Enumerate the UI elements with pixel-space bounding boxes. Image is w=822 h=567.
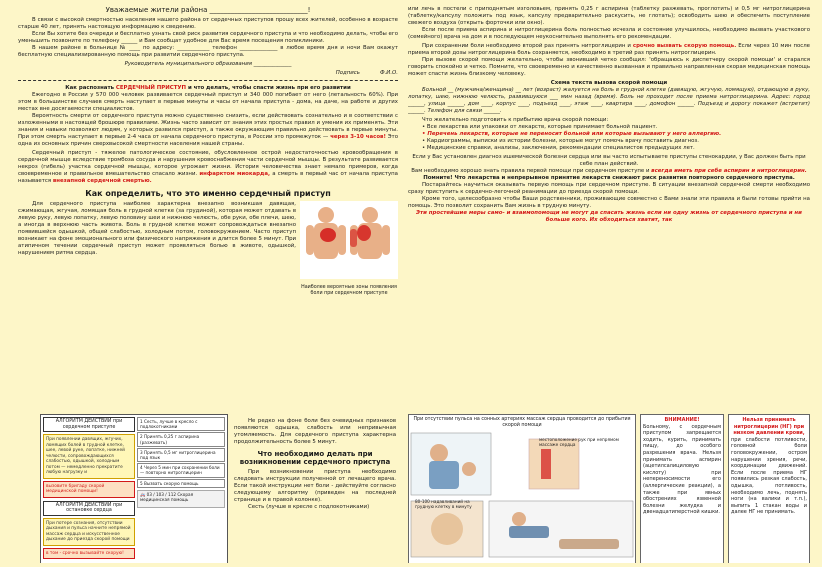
final-warning: Эти простейшие меры само- и взаимопомощи не могут да спасать жизнь если ни одну жизнь от сердечного приступа и ни больше кого. Их обходиться хватит, так: [416, 210, 802, 223]
signature-fio: Ф.И.О.: [379, 70, 398, 76]
why-paragraph-1: Ежегодно в России у 570 000 человек развивается сердечный приступ и 340 000 погибает от него (летальность 60%). При этом в большинстве случаев смерть наступает в первые минуты и часы от начала приступа - дома, на даче, на работе и других местах вне досягаемости специалистов.: [18, 92, 398, 112]
intro-paragraph-1: В связи с высокой смертностью населения нашего района от сердечных приступов прошу всех жителей, особенно в возрасте старше 40 лет, принять настоящую информацию к сведению.: [18, 17, 398, 30]
why-title: Как распознать СЕРДЕЧНЫЙ ПРИСТУП и что делать, чтобы спасти жизнь при его развитии: [65, 85, 351, 91]
right-column: [408, 6, 810, 563]
definition-paragraph: Сердечный приступ - тяжелое патологическое состояние, обусловленное острой недостаточностью кровообращения в сердечной мышце вследствие тромбоза сосуда и нарушения кровоснабжения части сердечной мышцы. В результате развивается некроз (гибель) участка сердечной мышцы, которое угрожает жизни. История человечества знает немало примеров, когда своевременное и правильное вмешательство спасало жизни. инфарктом миокарда, а смерть в первый час от начала приступа называется внезапной сердечной смертью.: [18, 150, 398, 184]
prepare-note: Что желательно подготовить к прибытию врача скорой помощи:: [422, 117, 609, 123]
right-paragraph-3: При сохранении боли необходимо второй раз принять нитроглицерин и срочно вызвать скорую помощь. Если через 10 мин после приема второй дозы нитроглицерина боль сохраняется, необходимо в третий раз принять нитроглицерин.: [408, 43, 810, 56]
prepare-item-3: • Кардиограммы, выписки из истории болезни, которые могут помочь врачу поставить диагноз.: [422, 138, 699, 144]
cpr-caption-hands: местоположение рук при непрямом массаже сердца: [539, 437, 619, 447]
algorithm-heading-2: АЛГОРИТМ ДЕЙСТВИЙ при остановке сердца: [43, 501, 135, 516]
attention-title: ВНИМАНИЕ!: [664, 417, 700, 423]
pain-zones-figure: [300, 201, 398, 301]
algorithm-step-4: 4 Через 5 мин при сохранении боли — повторно нитроглицерин: [137, 463, 225, 477]
algorithm-card: [40, 414, 228, 563]
greeting-heading: Уважаемые жители района ____________________________!: [105, 6, 311, 14]
signature-label: Подпись: [335, 70, 360, 76]
bottom-left-text: [234, 418, 396, 511]
cpr-illustration: [409, 431, 635, 559]
algorithm-section: [18, 414, 398, 563]
remember-note: Помните! Что лекарства и непрерывное принятие лекарств снижают риск развития повторного сердечного приступа.: [423, 175, 795, 181]
ambulance-box: 🚑 03 / 103 / 112 Скорая медицинская помощь: [137, 490, 225, 508]
call-template-text: Больной __ (мужчина/женщина) __ лет (возраст) жалуется на боль в грудной клетке (давящую, жгучую, ломящую), отдающую в руку, лопатку, шею, нижнюю челюсть, развившуюся ___ мин назад (время). Боль не проходит после приема нитроглицерина. Адрес: город ______, улица ______, дом ____, корпус ____, подъезд ____, этаж ____, квартира ____, домофон ______. Подъезд и дорогу покажет (встретит) ______. Телефон для связи ______.: [408, 87, 810, 114]
algorithm-left: [43, 417, 135, 563]
cpr-panel-title: При отсутствии пульса на сонных артериях массаж сердца проводится до прибытия скорой помощи: [413, 417, 631, 428]
heart-attack-label: СЕРДЕЧНЫЙ ПРИСТУП: [115, 85, 187, 91]
right-paragraph-4: При вызове скорой помощи желательно, чтобы звонивший четко сообщил: 'обращаюсь к диспетчеру скорой помощи' и старался говорить спокойно и четко. Помните, что своевременно и качественно вызванная и правильно направленная скорая медицинская помощь может спасти жизнь близкому человеку.: [408, 57, 810, 77]
pain-zones-illustration: [300, 201, 398, 279]
symptoms-block: [18, 201, 398, 301]
prepare-item-1: • Все лекарства или упаковки от лекарств, которые принимает больной пациент.: [422, 124, 658, 130]
intro-paragraph-3: В нашем районе в больнице № ____ по адресу: ____________ телефон ______________ в любое время дня и ночи Вам окажут бесплатную специализированную помощь при развитии сердечного приступа.: [18, 45, 398, 58]
cpr-panel: [408, 414, 636, 563]
right-paragraph-7: Кроме того, целесообразно чтобы Ваши родственники, проживающие совместно с Вами знали эти правила и были готовы прийти на помощь. Это позволит сохранить Вам жизнь в трудную минуту.: [408, 196, 810, 209]
nitro-warning-title: Нельзя принимать нитроглицерин (НГ) при низком давлении крови,: [733, 417, 805, 437]
algorithm-step-1: 1 Сесть, лучше в кресло с подлокотниками: [137, 417, 225, 431]
nitro-warning-text: при слабости потливости, головной боли головокружении, остром нарушении зрения, речи, координации движений. Если после приема НГ появились резкая слабость, одышка, потливость, необходимо лечь, поднять ноги (на валики и т.п.), выпить 1 стакан воды и далее НГ не принимать.: [731, 436, 807, 516]
left-column: [18, 6, 398, 563]
algorithm-heading-1: АЛГОРИТМ ДЕЙСТВИЙ при сердечном приступе: [43, 417, 135, 432]
algorithm-body-2: При потере сознания, отсутствии дыхания и пульса начните непрямой массаж сердца и искусственное дыхание до приезда скорой помощи: [43, 518, 135, 546]
cpr-caption-rate: 80-100 надавливаний на грудную клетку в минуту: [415, 499, 472, 509]
right-paragraph-6: Постарайтесь научиться оказывать первую помощь при сердечном приступе. В ситуации внезапной сердечной смерти необходимо сразу приступить к сердечно-легочной реанимации до приезда скорой помощи.: [408, 182, 810, 195]
intro-paragraph-2: Если Вы хотите без очереди и бесплатно узнать свой риск развития сердечного приступа и что необходимо делать, чтобы его уменьшить позвоните по телефону ______ и Вам сообщат удобное для Вас время посещения поликлиники.: [18, 31, 398, 44]
algorithm-steps: [137, 417, 225, 563]
algorithm-step-2: 2 Принять 0,25 г аспирина (разжевать): [137, 432, 225, 446]
what-to-do-paragraph-2: Сесть (лучше в кресле с подлокотниками): [248, 504, 370, 510]
prepare-item-4: • Медицинские справки, анализы, заключения, рекомендации специалистов предыдущих лет.: [422, 145, 695, 151]
prepare-item-2: • Перечень лекарств, которые не переносит больной или которые вызывают у него аллергию.: [422, 131, 722, 137]
algorithm-step-5: 5 Вызвать скорую помощь: [137, 479, 225, 488]
algorithm-body-1: При появлении давящих, жгучих, ломящих болей в грудной клетке, шее, левой руке, лопатке, нижней челюсти, сопровождающихся слабостью, одышкой, холодным потом — немедленно прекратите любую нагрузку и: [43, 434, 135, 479]
what-to-do-paragraph-1: При возникновении приступа необходимо следовать инструкции полученной от лечащего врача. Если такой инструкции нет боли - действуйте согласно следующему алгоритму (приведен на последней странице и в правой колонке).: [234, 469, 396, 503]
why-paragraph-2: Вероятность смерти от сердечного приступа можно существенно снизить, если действовать сознательно и в соответствии с изложенными в настоящей брошюре правилами. Жизнь часто зависит от знания этих простых правил и умения их применять. Эти знания и навыки позволяют людям, у которых развился приступ, а также окружающим правильно действовать в первые минуты. При этом смерть наступает в первые 2-4 часа от начала сердечного приступа, в России это промежуток — через 3-10 часов! Это одна из основных причин сверхвысокой смертности населения нашей страны.: [18, 113, 398, 147]
symptoms-paragraph: Для сердечного приступа наиболее характерна внезапно возникшая давящая, сжимающая, жгучая, ломящая боль в грудной клетке (за грудиной), которая может отдавать в левую руку, левую лопатку, левую половину шеи и нижнюю челюсть, обе руки, обе плечи, шею, а иногда в верхнюю часть живота. Боль в грудной клетке может сопровождаться внезапно появившейся одышкой, общей слабостью, холодным потом, головокружением. Часто приступ возникает на фоне эмоционального или физического напряжения и длится более 5 минут. При атипичном течении сердечный приступ может проявляться болью в животе, одышкой, нарушением ритма сердца.: [18, 201, 296, 256]
atypical-paragraph: Не редко на фоне боли без очевидных признаков появляются одышка, слабость или непривычная утомляемость. Для сердечного приступа характерна продолжительность более 5 минут.: [234, 418, 396, 445]
how-to-identify-title: Как определить, что это именно сердечный приступ: [85, 189, 331, 198]
right-paragraph-5: Если у Вас установлен диагноз ишемической болезни сердца или вы часто испытываете приступы стенокардии, у Вас должен быть при себе план действий.: [412, 154, 806, 167]
right-paragraph-1: или лечь в постели с приподнятым изголовьем, принять 0,25 г аспирина (таблетку разжевать, проглотить) и 0,5 мг нитроглицерина (таблетку/капсулу положить под язык, капсулу предварительно раскусить, не глотать); освободить шею и обеспечить поступление свежего воздуха (открыть форточки или окно).: [408, 6, 810, 26]
signature-row: [18, 70, 398, 77]
nitro-warning-panel: [728, 414, 810, 563]
right-paragraph-5b: Вам необходимо хорошо знать правила первой помощи при сердечном приступе и всегда иметь при себе аспирин и нитроглицерин.: [411, 168, 807, 174]
what-to-do-title: Что необходимо делать при возникновении сердечного приступа: [239, 450, 391, 466]
signature-title: Руководитель муниципального образования ______________: [124, 61, 292, 67]
pain-zones-caption: Наиболее вероятные зоны появления боли при сердечном приступе: [301, 285, 397, 296]
attention-panel: [640, 414, 724, 563]
algorithm-warning-2: в том - срочно вызывайте скорую!: [43, 548, 135, 560]
right-paragraph-2: Если после приема аспирина и нитроглицерина боль полностью исчезла и состояние улучшилось, необходимо вызвать участкового (семейного) врача на дом и в последующем неукоснительно выполнять его рекомендации.: [408, 27, 810, 40]
algorithm-warning-1: вызовите бригаду скорой медицинской помощи!: [43, 481, 135, 498]
divider: [18, 80, 398, 81]
algorithm-step-3: 3 Принять 0,5 мг нитроглицерина под язык: [137, 448, 225, 462]
call-template-title: Схема текста вызова скорой помощи: [550, 80, 668, 86]
ambulance-icon: 🚑: [140, 491, 146, 497]
bottom-panels: [408, 414, 810, 563]
attention-text: Больному, с сердечным приступом запрещается ходить, курить, принимать пищу, до особого разрешения врача. Нельзя принимать аспирин (ацетилсалициловую кислоту) при непереносимости его (аллергические реакции), а также при явных обострениях язвенной болезни желудка и двенадцатиперстной кишки.: [643, 423, 721, 516]
